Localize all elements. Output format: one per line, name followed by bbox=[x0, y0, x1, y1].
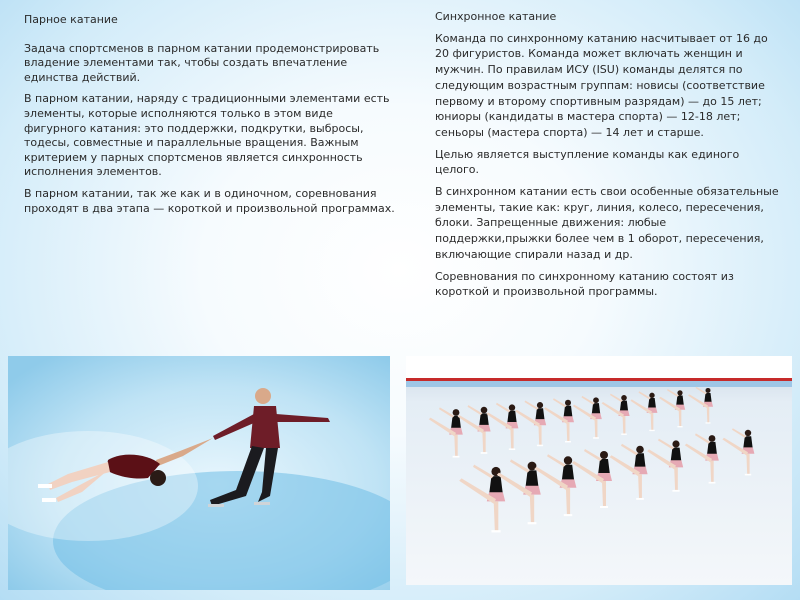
synchro-skating-paragraph-3: В синхронном катании есть свои особенные обязательные элементы, такие как: круг, линия, колесо, пересечения, блоки. Запрещенные движения: любые поддержки,прыжки более чем в 1 оборот, пересечения, включающие спирали назад и др. bbox=[435, 185, 779, 261]
pair-skating-paragraph-3: В парном катании, так же как и в одиночном, соревнования проходят в два этапа — короткой и произвольной программах. bbox=[24, 186, 395, 215]
pair-skating-paragraph-1: Задача спортсменов в парном катании продемонстрировать владение элементами так, чтобы создать впечатление единства действий. bbox=[24, 41, 380, 84]
synchro-skating-paragraph-4: Соревнования по синхронному катанию состоят из короткой и произвольной программы. bbox=[435, 269, 734, 299]
synchro-skating-heading: Синхронное катание bbox=[435, 10, 557, 23]
pair-skating-paragraph-2: В парном катании, наряду с традиционными элементами есть элементы, которые исполняются только в этом виде фигурного катания: это поддержки, подкрутки, выбросы, тодесы, совместные и параллельные вращения. Важным критерием у парных спортсменов является синхронность исполнения элементов. bbox=[24, 92, 390, 179]
synchro-skating-photo bbox=[406, 356, 792, 585]
synchro-skating-section bbox=[435, 9, 785, 306]
synchro-skating-paragraph-1: Команда по синхронному катанию насчитывает от 16 до 20 фигуристов. Команда может включать женщин и мужчин. По правилам ИСУ (ISU) команды делятся по следующим возрастным группам: новисы (соответствие первому и второму спортивным разрядам) — до 15 лет; юниоры (кандидаты в мастера спорта) — 12-18 лет; сеньоры (мастера спорта) — 14 лет и старше. bbox=[435, 31, 768, 139]
synchro-skating-paragraph-2: Целью является выступление команды как единого целого. bbox=[435, 147, 740, 177]
pair-skating-section bbox=[24, 13, 396, 223]
pair-skating-heading: Парное катание bbox=[24, 13, 118, 26]
pair-skating-photo bbox=[8, 356, 390, 590]
